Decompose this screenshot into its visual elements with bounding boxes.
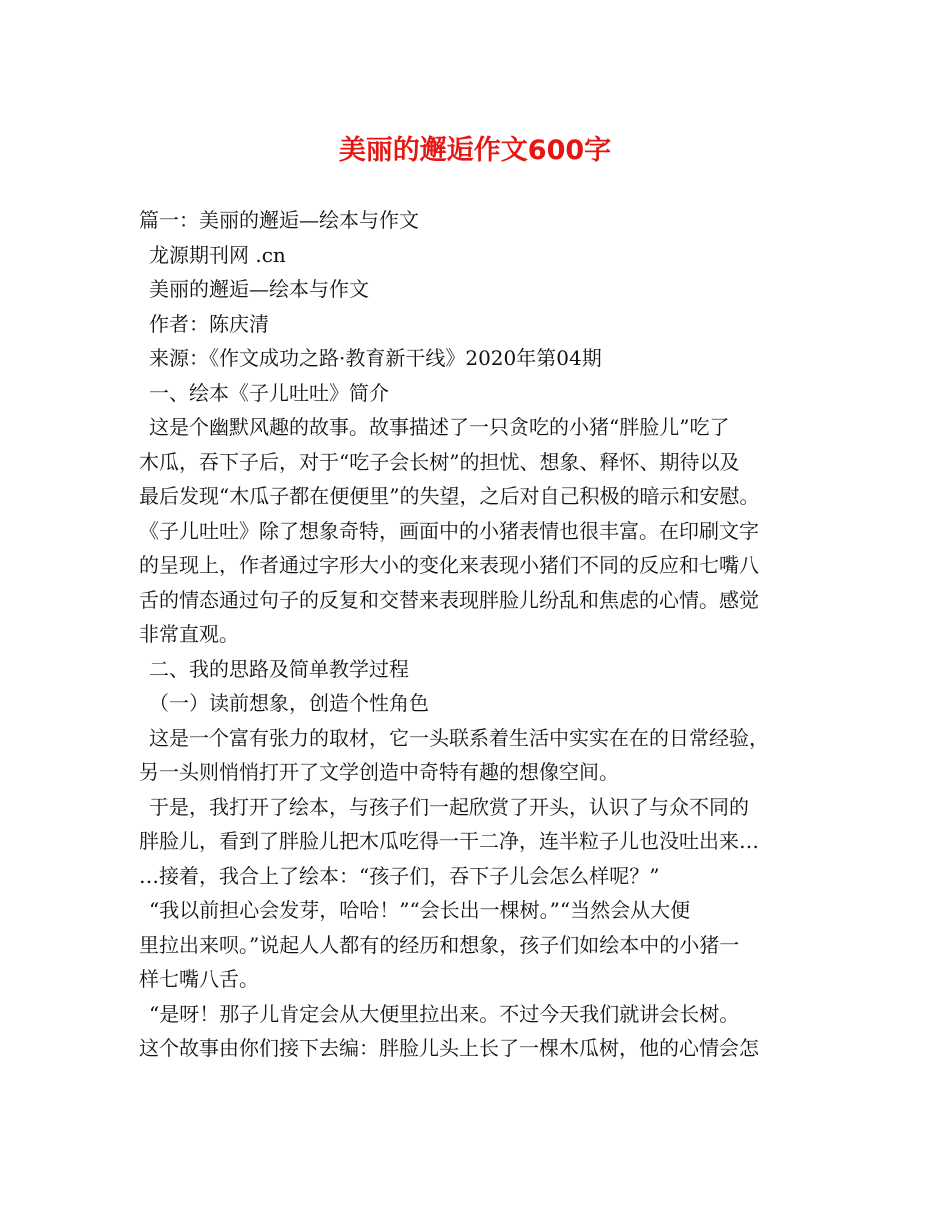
text-line: 于是，我打开了绘本，与孩子们一起欣赏了开头，认识了与众不同的 (149, 794, 749, 819)
document-title: 美丽的邂逅作文600字 (338, 135, 612, 166)
document-body (139, 203, 819, 1066)
text-line: 这是一个富有张力的取材，它一头联系着生活中实实在在的日常经验， (149, 725, 769, 750)
text-line: 篇一：美丽的邂逅—绘本与作文 (139, 208, 419, 232)
text-line: 胖脸儿，看到了胖脸儿把木瓜吃得一干二净，连半粒子儿也没吐出来… (139, 829, 759, 853)
text-line: 来源：《作文成功之路·教育新干线》2020年第04期 (149, 346, 602, 370)
text-line: 龙源期刊网 .cn (149, 242, 286, 267)
text-line: 舌的情态通过句子的反复和交替来表现胖脸儿纷乱和焦虑的心情。感觉 (139, 587, 759, 612)
text-line: 最后发现“木瓜子都在便便里”的失望，之后对自己积极的暗示和安慰。 (139, 484, 760, 508)
text-line: 里拉出来呗。”说起人人都有的经历和想象，孩子们如绘本中的小猪一 (139, 932, 740, 957)
text-line: 美丽的邂逅—绘本与作文 (149, 277, 369, 301)
text-line: 一、绘本《子儿吐吐》简介 (149, 380, 389, 405)
text-line: “我以前担心会发芽，哈哈！”“会长出一棵树。”“当然会从大便 (149, 898, 691, 922)
text-line: 另一头则悄悄打开了文学创造中奇特有趣的想像空间。 (139, 760, 619, 784)
text-line: 这个故事由你们接下去编：胖脸儿头上长了一棵木瓜树，他的心情会怎 (139, 1036, 759, 1060)
text-line: 《子儿吐吐》除了想象奇特，画面中的小猪表情也很丰富。在印刷文字 (139, 518, 759, 543)
text-line: 的呈现上，作者通过字形大小的变化来表现小猪们不同的反应和七嘴八 (139, 553, 759, 577)
text-line: “是呀！那子儿肯定会从大便里拉出来。不过今天我们就讲会长树。 (149, 1001, 740, 1026)
text-line: 非常直观。 (139, 622, 239, 646)
text-line: 二、我的思路及简单教学过程 (149, 656, 409, 681)
text-line: 作者：陈庆清 (149, 311, 269, 336)
text-line: 这是个幽默风趣的故事。故事描述了一只贪吃的小猪“胖脸儿”吃了 (149, 415, 730, 439)
text-line: （一）读前想象，创造个性角色 (149, 691, 429, 715)
text-line: …接着，我合上了绘本：“孩子们，吞下子儿会怎么样呢？” (139, 863, 660, 888)
text-line: 样七嘴八舌。 (139, 967, 259, 991)
text-line: 木瓜，吞下子后，对于“吃子会长树”的担忧、想象、释怀、期待以及 (139, 449, 740, 474)
